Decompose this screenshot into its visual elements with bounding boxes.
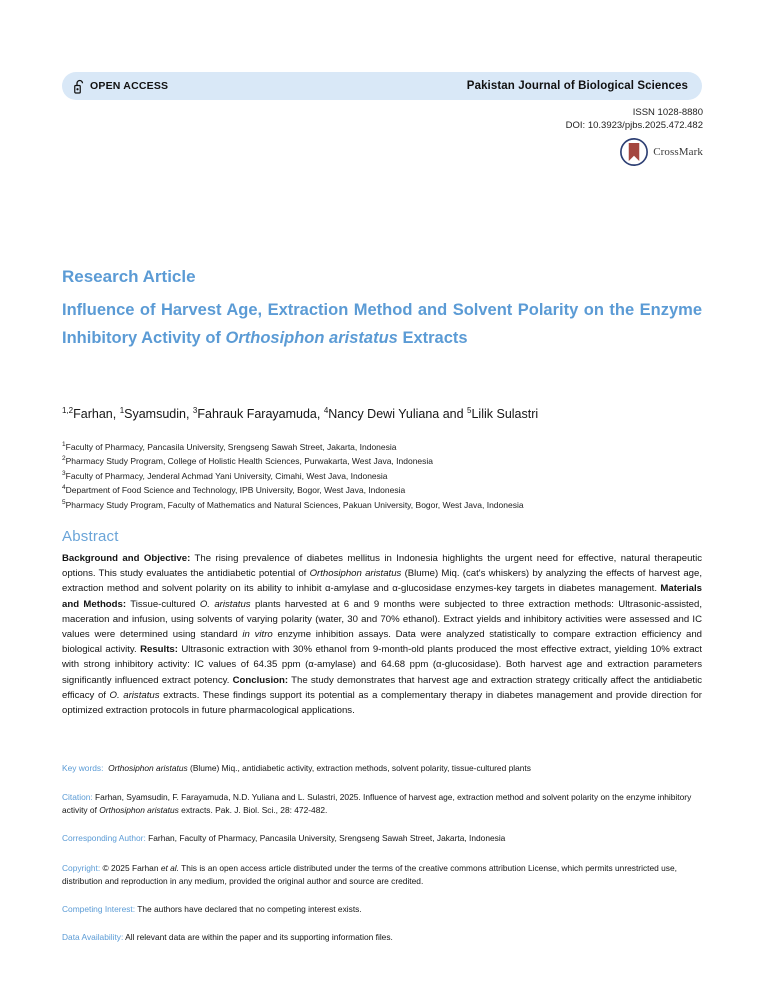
citation-text-1: Farhan, Syamsudin, F. Farayamuda, N.D. Yuliana and L. Sulastri, 2025. Influence of harvest age, extraction method and solvent polarity on the enzyme inhibitory activity of [62, 792, 692, 815]
affiliation-text: Pharmacy Study Program, College of Holistic Health Sciences, Purwakarta, West Java, Indonesia [65, 456, 434, 467]
abstract-background-text-2: (Blume) Miq. (cat's whiskers) by analyzing the effects of harvest age, extraction method and solvent polarity on its ability to inhibit α-amylase and α-glucosidase enzymes-key targets in diabetes management. [62, 568, 702, 595]
author-name-3[interactable]: Fahrauk Farayamuda, [197, 407, 324, 422]
abstract-conclusion-text-2: extracts. These findings support its potential as a complementary therapy in diabetes management and provide direction for optimized extraction protocols in future pharmacological applications. [62, 689, 702, 717]
author-name-4[interactable]: Nancy Dewi Yuliana and [328, 407, 468, 422]
title-species-name: Orthosiphon aristatus [225, 329, 398, 347]
citation-text-2: extracts. Pak. J. Biol. Sci., 28: 472-482. [178, 805, 328, 815]
author-name-2[interactable]: Syamsudin, [124, 407, 193, 422]
abstract-species-1: Orthosiphon aristatus [309, 568, 402, 580]
title-block [62, 266, 702, 352]
author-sup-3: 3 [192, 406, 198, 415]
crossmark-badge[interactable] [619, 137, 703, 167]
affiliation-sup: 5 [62, 498, 66, 506]
abstract-species-3: O. aristatus [109, 689, 160, 701]
title-line-2-pre: on the Enzyme Inhibitory Activity of [62, 301, 702, 347]
affiliation-item [62, 439, 712, 453]
page-title [62, 296, 702, 352]
corresponding-author-label: Corresponding Author: [62, 833, 146, 843]
copyright-label: Copyright: [62, 863, 101, 873]
author-sup-4: 4 [323, 406, 329, 415]
corresponding-author-row [62, 832, 704, 845]
copyright-row [62, 862, 704, 888]
abstract-background-label: Background and Objective: [62, 553, 191, 564]
abstract-conclusion-text-1: The study demonstrates that harvest age and extraction strategy critically affect the antidiabetic efficacy of [62, 674, 702, 701]
issn-text: ISSN 1028-8880 [632, 107, 703, 118]
abstract-invitro: in vitro [242, 629, 273, 641]
abstract-methods-text-3: enzyme inhibition assays. Data were analyzed statistically to compare extraction efficiency and biological activity. [62, 629, 703, 656]
abstract-results-text: Ultrasonic extraction with 30% ethanol from 9-month-old plants produced the most effective extract, yielding 10% extract with strong inhibitory activity: IC values of 64.35 ppm (α-amylase) and 64.68 ppm (α-glucosidase). Both harvest age and extraction parameters significantly influenced extract potency. [62, 644, 702, 686]
abstract-results-label: Results: [140, 644, 178, 656]
affiliation-sup: 3 [62, 469, 66, 477]
author-name-5[interactable]: Lilik Sulastri [471, 407, 539, 422]
open-access-badge[interactable] [74, 79, 168, 94]
abstract-methods-label: Materials and Methods: [62, 583, 702, 610]
journal-header-band [62, 72, 702, 100]
corresponding-author-text: Farhan, Faculty of Pharmacy, Pancasila University, Srengseng Sawah Street, Jakarta, Indonesia [145, 833, 506, 843]
competing-interest-row [62, 903, 704, 916]
abstract-background-text-1: The rising prevalence of diabetes mellitus in Indonesia highlights the urgent need for effective, natural therapeutic options. This study evaluates the antidiabetic potential of [62, 553, 702, 580]
competing-interest-label: Competing Interest: [62, 904, 136, 914]
journal-name: Pakistan Journal of Biological Sciences [466, 80, 688, 92]
author-sup-5: 5 [467, 406, 472, 415]
affiliation-text: Pharmacy Study Program, Faculty of Mathematics and Natural Sciences, Pakuan University, Bogor, West Java, Indonesia [65, 499, 524, 510]
keywords-species: Orthosiphon aristatus [108, 763, 188, 773]
copyright-text-1: © 2025 Farhan [100, 863, 161, 873]
affiliation-text: Department of Food Science and Technology, IPB University, Bogor, West Java, Indonesia [65, 485, 406, 496]
abstract-heading: Abstract [62, 528, 119, 545]
affiliation-sup: 1 [62, 441, 66, 448]
affiliation-item [62, 497, 712, 511]
abstract-species-2: O. aristatus [199, 598, 251, 610]
doi-text[interactable]: DOI: 10.3923/pjbs.2025.472.482 [565, 120, 703, 131]
title-line-3: Extracts [402, 329, 468, 347]
keywords-label: Key words: [62, 763, 104, 773]
data-availability-text: All relevant data are within the paper and its supporting information files. [123, 932, 393, 942]
title-line-1: Influence of Harvest Age, Extraction Method and Solvent Polarity [62, 301, 579, 319]
open-padlock-icon [74, 79, 85, 94]
article-type-label: Research Article [62, 267, 196, 286]
abstract-conclusion-label: Conclusion: [232, 674, 289, 686]
competing-interest-text: The authors have declared that no competing interest exists. [135, 904, 362, 914]
affiliation-text: Faculty of Pharmacy, Pancasila University, Srengseng Sawah Street, Jakarta, Indonesia [65, 441, 397, 452]
identifier-block [566, 106, 703, 132]
keywords-text: (Blume) Miq., antidiabetic activity, extraction methods, solvent polarity, tissue-cultured plants [187, 763, 531, 773]
abstract-methods-text-1: Tissue-cultured [126, 598, 200, 610]
affiliation-item [62, 468, 712, 482]
citation-row [62, 791, 704, 817]
copyright-text-2: This is an open access article distributed under the terms of the creative commons attribution License, which permits unrestricted use, distribution and reproduction in any medium, provided the original author and source are credited. [62, 863, 677, 886]
abstract-methods-text-2: plants harvested at 6 and 9 months were subjected to three extraction methods: Ultrasonic-assisted, maceration and infusion, using solvents of varying polarity (water, 30 and 70% ethanol). Extract yields and inhibitory activities were assessed and IC values were determined using standard [62, 598, 702, 641]
author-name-1[interactable]: Farhan, [73, 407, 120, 422]
crossmark-label: CrossMark [653, 146, 703, 158]
author-sup-1: 1,2 [62, 406, 74, 415]
affiliation-item [62, 482, 712, 496]
affiliation-item [62, 453, 712, 467]
affiliation-sup: 4 [62, 484, 66, 492]
citation-label: Citation: [62, 792, 93, 802]
citation-species: Orthosiphon aristatus [99, 805, 179, 815]
affiliation-list [62, 439, 712, 511]
crossmark-logo-icon [619, 137, 649, 167]
data-availability-row [62, 931, 704, 944]
author-sup-2: 1 [119, 406, 125, 415]
open-access-label: OPEN ACCESS [90, 80, 169, 92]
author-list [62, 402, 702, 423]
keywords-row [62, 762, 704, 775]
abstract-body [62, 551, 702, 718]
affiliation-sup: 2 [62, 455, 66, 463]
copyright-etal: et al. [160, 863, 179, 873]
data-availability-label: Data Availability: [62, 932, 124, 942]
affiliation-text: Faculty of Pharmacy, Jenderal Achmad Yani University, Cimahi, West Java, Indonesia [65, 470, 388, 481]
